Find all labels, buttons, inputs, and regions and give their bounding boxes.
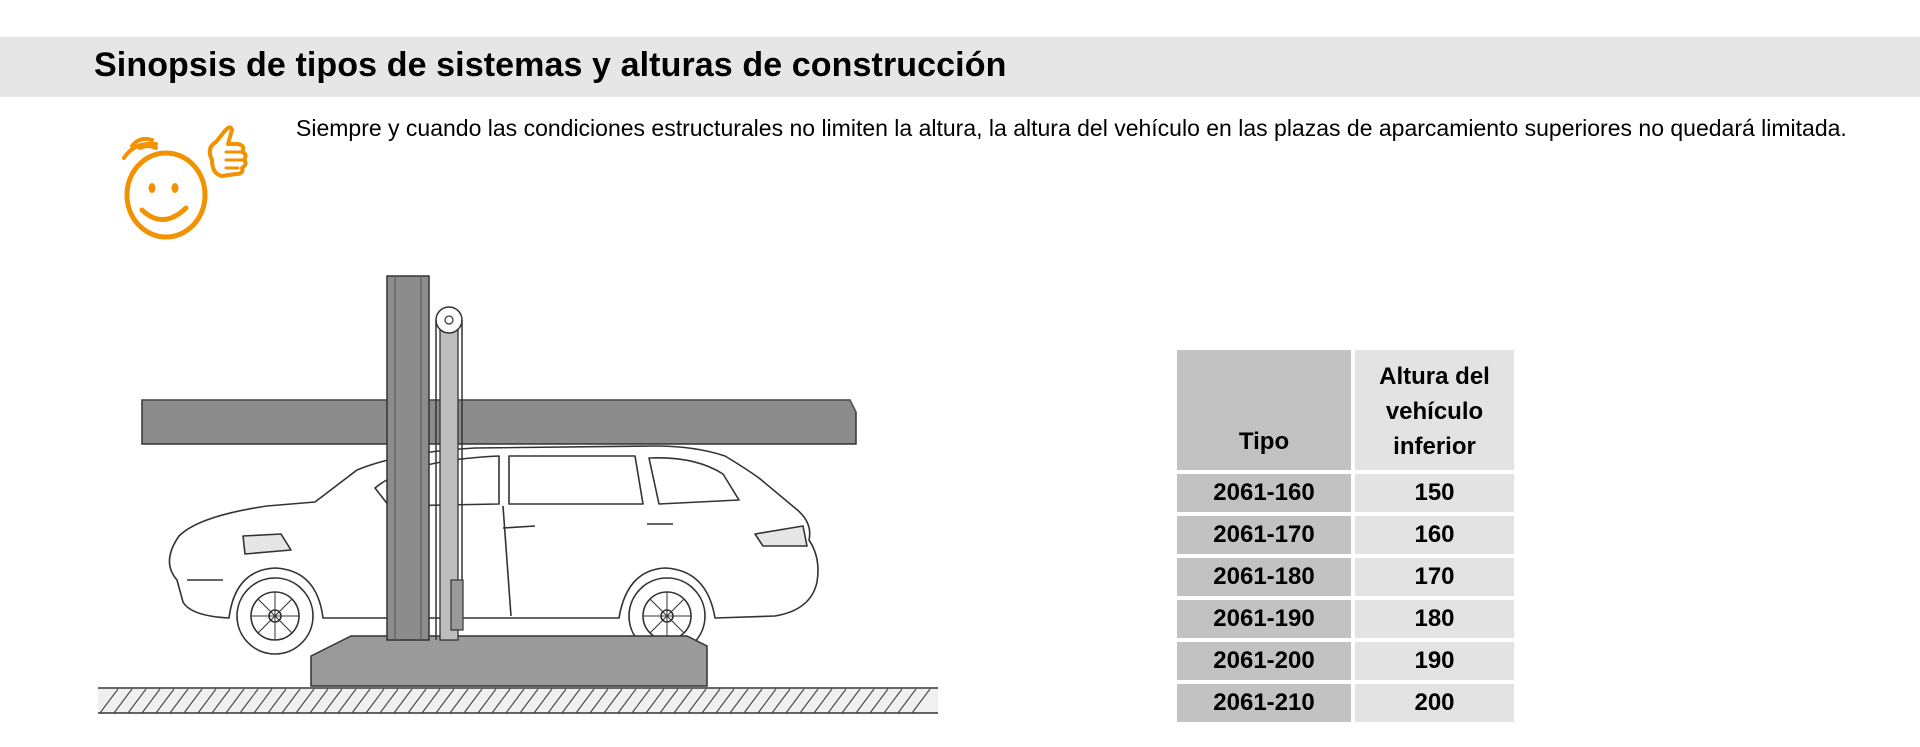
column-header-tipo: Tipo xyxy=(1177,350,1351,470)
cell-altura: 150 xyxy=(1355,474,1514,512)
car-illustration xyxy=(169,446,818,654)
intro-text: Siempre y cuando las condiciones estructurales no limiten la altura, la altura del vehículo en las plazas de aparcamiento superiores no quedará limitada. xyxy=(296,115,1847,141)
table-row xyxy=(1177,642,1514,680)
cell-altura: 180 xyxy=(1355,600,1514,638)
cell-tipo: 2061-210 xyxy=(1177,684,1351,722)
cell-altura: 200 xyxy=(1355,684,1514,722)
table-header-row xyxy=(1177,350,1514,470)
cell-altura: 170 xyxy=(1355,558,1514,596)
smiley-pointing-finger-icon xyxy=(118,118,258,248)
lift-column xyxy=(387,276,463,640)
cell-tipo: 2061-190 xyxy=(1177,600,1351,638)
cell-tipo: 2061-170 xyxy=(1177,516,1351,554)
base-ramp xyxy=(311,636,707,686)
cell-tipo: 2061-160 xyxy=(1177,474,1351,512)
table-row xyxy=(1177,684,1514,722)
cell-tipo: 2061-180 xyxy=(1177,558,1351,596)
parking-lift-illustration xyxy=(95,270,945,730)
table-row xyxy=(1177,516,1514,554)
table-row xyxy=(1177,600,1514,638)
title-bar xyxy=(0,37,1920,97)
cell-tipo: 2061-200 xyxy=(1177,642,1351,680)
upper-platform xyxy=(142,400,856,444)
table-row xyxy=(1177,558,1514,596)
cell-altura: 190 xyxy=(1355,642,1514,680)
column-header-altura: Altura del vehículo inferior xyxy=(1355,350,1514,470)
table-row xyxy=(1177,474,1514,512)
ground-hatching xyxy=(98,688,938,713)
system-types-table xyxy=(1173,346,1518,726)
page-title: Sinopsis de tipos de sistemas y alturas de construcción xyxy=(94,46,1007,84)
cell-altura: 160 xyxy=(1355,516,1514,554)
